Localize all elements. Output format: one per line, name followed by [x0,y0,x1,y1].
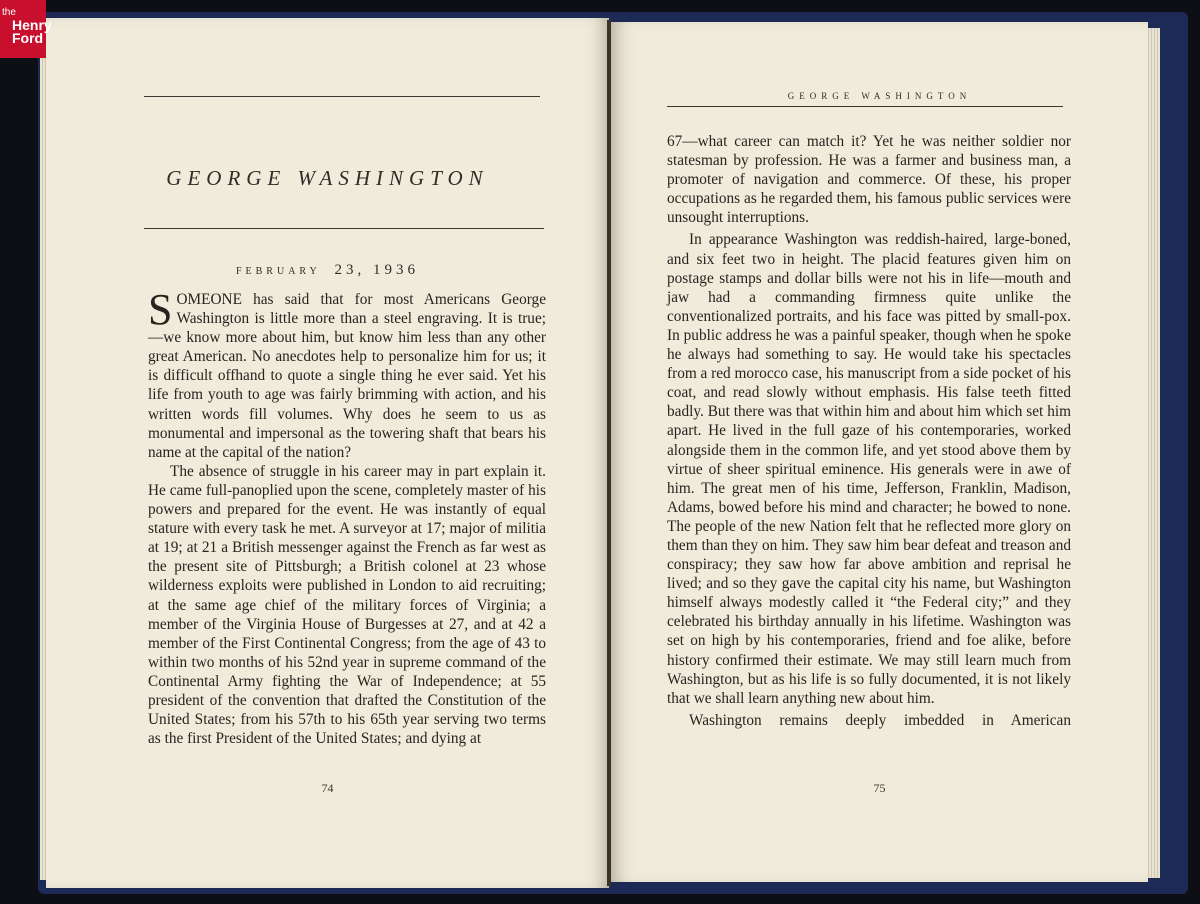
title-rule [144,228,544,229]
logo-text-ford: Ford [12,30,44,46]
paragraph-2: In appearance Washington was reddish-haired, large-boned, and six feet two in height. The placid features given him on postage stamps and dollar bills were not his in life—mouth and jaw had a commanding firmness quite unlike the conventionalized portraits, and his face was pitted by small-pox. In public address he was a painful speaker, though when he spoke he always had something to say. He would take his spectacles from a red morocco case, his manuscript from a side pocket of his coat, and read slowly without emphasis. His false teeth fitted badly. But there was that within him and about him which set him apart. He lived in the full gaze of his contemporaries, worked alongside them in the common life, and yet stood above them by virtue of sheer spiritual eminence. His generals were in awe of him. The great men of his time, Jefferson, Franklin, Madison, Adams, bowed before his mind and character; he bowed to none. The people of the new Nation felt that he reflected more glory on them than they on him. They saw him bear defeat and treason and conspiracy; they saw how far above ambition and reprisal he lived; and so they gave the capital city his name, but Washington himself always modestly called it “the Federal city;” and they celebrated his birthday annually in his lifetime. Washington was set on high by his contemporaries, friend and foe alike, before history confirmed their estimate. We may still learn much from Washington, but as his life is so fully documented, it is not likely that we shall learn anything new about him. [667,231,1071,707]
right-page [611,22,1148,882]
left-page [46,18,609,888]
paragraph-1 [148,285,546,462]
paragraph-1-text: OMEONE has said that for most Americans George Washington is little more than a steel engraving. It is true;—we know more about him, but know him less than any other great American. No anecdotes help to personalize him for us; it is difficult offhand to quote a single thing he ever said. Yet his life from youth to age was fairly brimming with action, and his written words fill volumes. Why does he seem to us as monumental and impersonal as the towering shaft that bears his name at the capital of the nation? [148,291,546,461]
left-body-text [148,285,546,748]
page-number-right: 75 [873,781,886,795]
henry-ford-logo [0,0,52,58]
running-head: GEORGE WASHINGTON [787,91,972,101]
logo-text-henry: Henry [12,17,52,33]
page-stack-right [1146,28,1160,878]
date-line [46,262,609,279]
drop-cap: S [148,285,173,334]
date-month: FEBRUARY [235,266,321,277]
top-rule [144,96,540,97]
date-day-year: 23, 1936 [334,262,420,278]
paragraph-1: 67—what career can match it? Yet he was neither soldier nor statesman by profession. He was a farmer and business man, a promoter of navigation and commerce. Of these, his proper occupations as he regarded them, his famous public services were unsought interruptions. [667,133,1071,227]
logo-text-the: the [2,7,16,18]
paragraph-3: Washington remains deeply imbedded in American [689,711,1071,729]
page-number-left: 74 [321,781,334,795]
running-head-rule [667,106,1063,107]
chapter-title: GEORGE WASHINGTON [166,166,489,190]
paragraph-2: The absence of struggle in his career may in part explain it. He came full-panoplied upon the scene, completely master of his powers and prepared for the event. He was instantly of equal stature with every task he met. A surveyor at 17; major of militia at 19; at 21 a British messenger against the French as far west as the present site of Pittsburgh; a British colonel at 23 whose wilderness exploits were published in London to aid recruiting; at the same age chief of the military forces of Virginia; a member of the Virginia House of Burgesses at 27, and at 42 a member of the First Continental Congress; from the age of 43 to within two months of his 52nd year in supreme command of the Continental Army fighting the War of Independence; at 55 president of the convention that drafted the Constitution of the United States; from his 57th to his 65th year serving two terms as the first President of the United States; and dying at [148,462,546,748]
right-body-text [667,132,1071,730]
